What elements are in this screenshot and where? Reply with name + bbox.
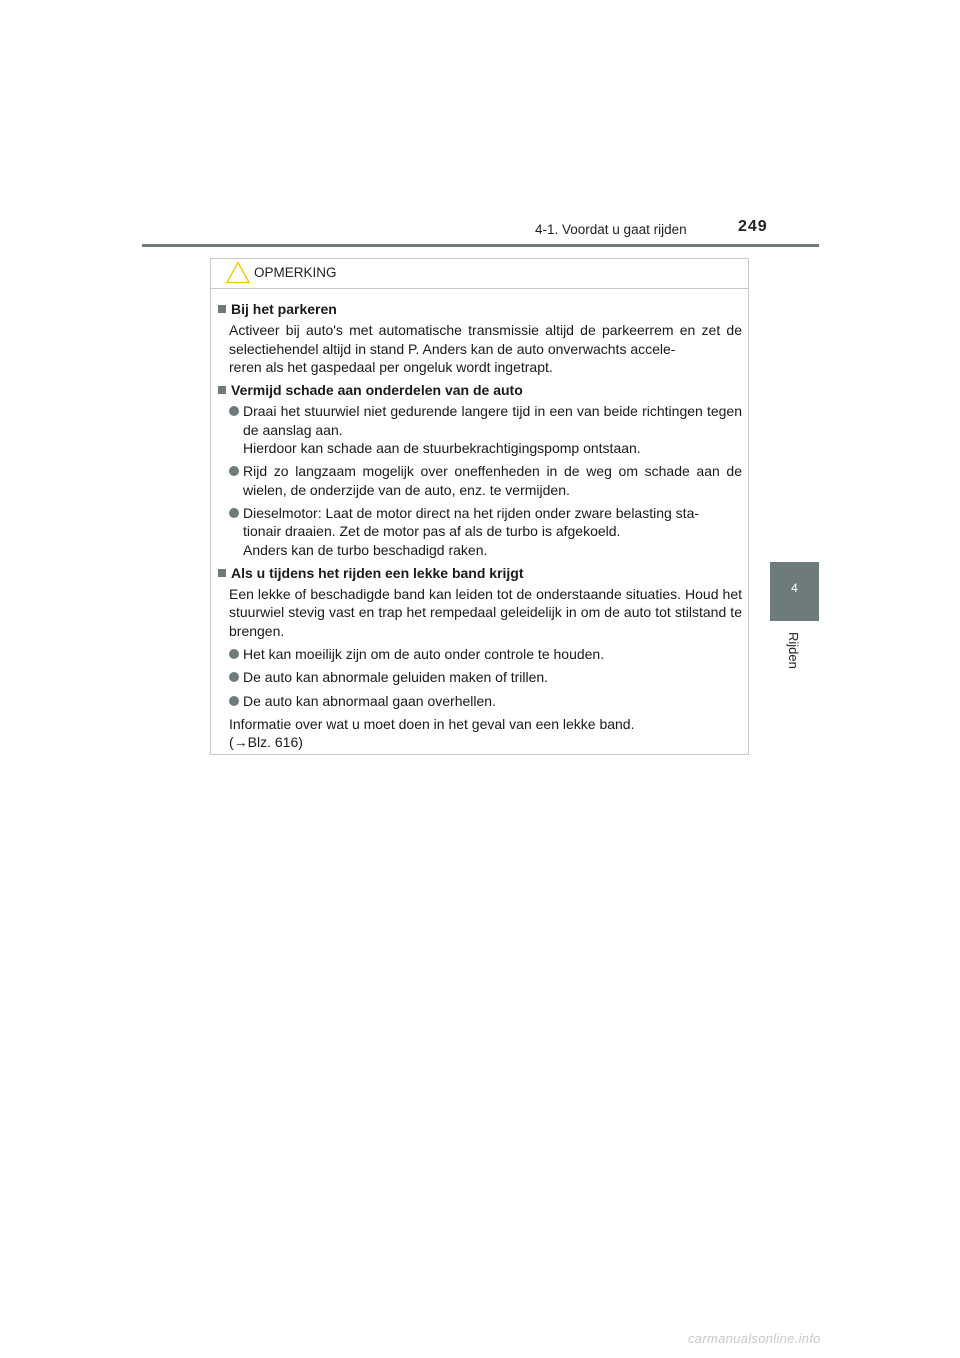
- list-item: De auto kan abnormaal gaan overhellen.: [218, 692, 742, 710]
- warning-triangle-icon: [226, 261, 250, 284]
- page-number: 249: [738, 218, 768, 235]
- watermark-logo: carmanualsonline.info: [688, 1331, 821, 1346]
- notice-body: [211, 289, 748, 752]
- section-paragraph: Activeer bij auto's met automatische transmissie altijd de parkeerrem en zet de selectiehendel altijd in stand P. Anders kan de auto onverwachts accele- reren als het gaspedaal per ongeluk wordt ingetrapt.: [229, 322, 742, 375]
- chapter-tab[interactable]: [770, 562, 819, 621]
- round-bullet-icon: [229, 508, 239, 518]
- round-bullet-icon: [229, 672, 239, 682]
- section-heading: Als u tijdens het rijden een lekke band krijgt: [218, 564, 742, 582]
- header-divider: [142, 244, 819, 247]
- list-item: Dieselmotor: Laat de motor direct na het rijden onder zware belasting sta- tionair draaien. Zet de motor pas af als de turbo is afgekoeld. Anders kan de turbo beschadigd raken.: [218, 504, 742, 559]
- section-paragraph: Een lekke of beschadigde band kan leiden tot de onderstaande situaties. Houd het stuurwiel stevig vast en trap het rempedaal geleidelijk in om de auto tot stilstand te brengen.: [229, 586, 742, 639]
- chapter-number: 4: [791, 581, 798, 595]
- round-bullet-icon: [229, 649, 239, 659]
- page-reference: Informatie over wat u moet doen in het geval van een lekke band. (→Blz. 616): [229, 715, 635, 751]
- square-bullet-icon: [218, 569, 226, 577]
- section-title: 4-1. Voordat u gaat rijden: [535, 222, 687, 237]
- section-heading: Vermijd schade aan onderdelen van de auto: [218, 381, 742, 399]
- list-item: De auto kan abnormale geluiden maken of trillen.: [218, 668, 742, 686]
- round-bullet-icon: [229, 696, 239, 706]
- list-item: Het kan moeilijk zijn om de auto onder controle te houden.: [218, 645, 742, 663]
- square-bullet-icon: [218, 305, 226, 313]
- round-bullet-icon: [229, 406, 239, 416]
- square-bullet-icon: [218, 386, 226, 394]
- chapter-label: Rijden: [786, 632, 801, 669]
- notice-box: [210, 258, 749, 755]
- round-bullet-icon: [229, 466, 239, 476]
- list-item: Draai het stuurwiel niet gedurende langere tijd in een van beide richtingen tegen de aanslag aan. Hierdoor kan schade aan de stuurbekrachtigingspomp ontstaan.: [218, 402, 742, 457]
- notice-header: [211, 259, 748, 289]
- section-heading: Bij het parkeren: [218, 300, 742, 318]
- notice-title: OPMERKING: [254, 265, 337, 280]
- list-item: Rijd zo langzaam mogelijk over oneffenheden in de weg om schade aan de wielen, de onderzijde van de auto, enz. te vermijden.: [218, 462, 742, 499]
